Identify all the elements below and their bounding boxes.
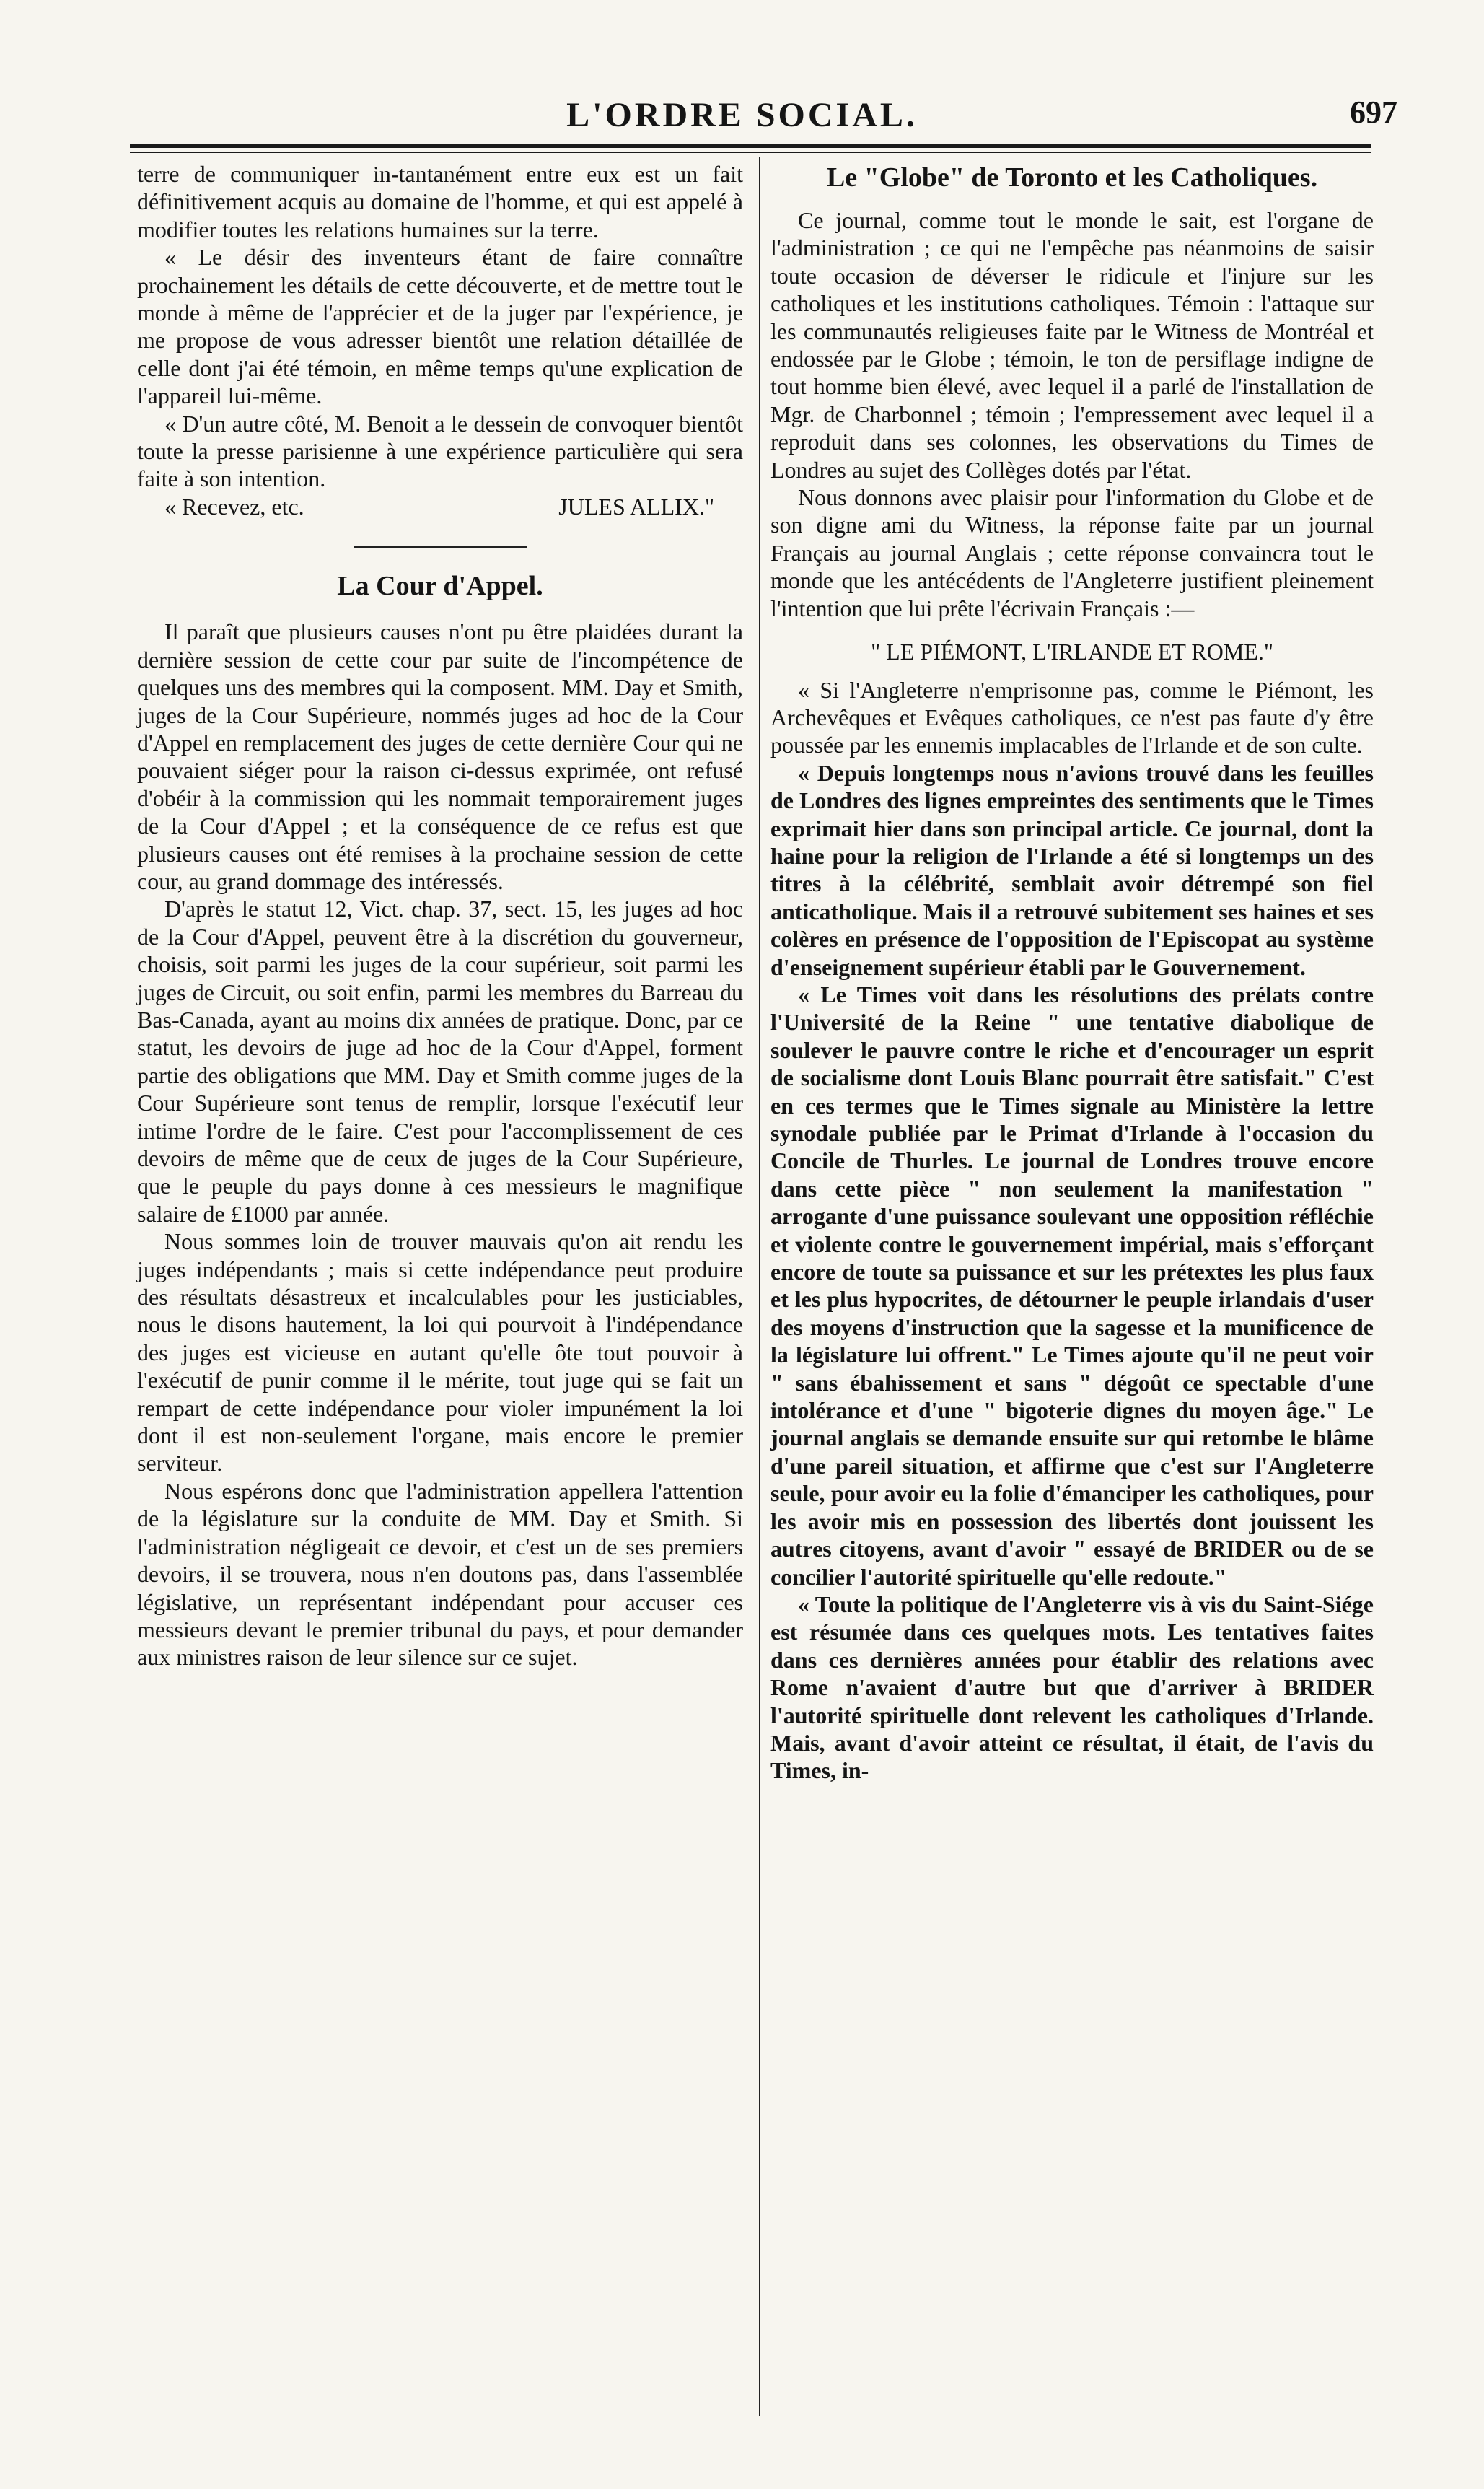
paragraph: « Le désir des inventeurs étant de faire connaître prochainement les détails de cette découverte, et de mettre tout le monde à même de l'apprécier et de la juger par l'expérience, je me propose de vous adresser bientôt une relation détaillée de celle dont j'ai été témoin, en même temps qu'une explication de l'appareil lui-même. [137,244,743,409]
signature-line [137,493,743,520]
paragraph: « Le Times voit dans les résolutions des prélats contre l'Université de la Reine " une tentative diabolique de soulever le pauvre contre le riche et d'encourager un esprit de socialisme dont Louis Blanc pourrait être satisfait." C'est en ces termes que le Times signale au Ministère la lettre synodale publiée par le Primat d'Irlande à l'occasion du Concile de Thurles. Le journal de Londres trouve encore dans cette pièce " non seulement la manifestation " arrogante d'une puissance soulevant une opposition réfléchie et violente contre le gouvernement impérial, mais s'efforçant encore de toute sa puissance et sur les prétextes les plus faux et les plus hypocrites, de détourner le peuple irlandais d'user des moyens d'instruction que la sagesse et la munificence de la législature lui offrent." Le Times ajoute qu'il ne peut voir " sans ébahissement et sans " dégoût ce spectable d'une intolérance et d'une " bigoterie dignes du moyen âge." Le journal anglais se demande ensuite sur qui retombe le blâme d'une pareil situation, et affirme que c'est sur l'Angleterre seule, pour avoir eu la folie d'émanciper les catholiques, pour les avoir mis en possession des libertés dont jouissent les autres citoyens, avant d'avoir " essayé de BRIDER ou de se concilier l'autorité spirituelle qu'elle redoute." [770,981,1374,1590]
section-heading: Le "Globe" de Toronto et les Catholiques. [826,162,1318,193]
paragraph: Nous donnons avec plaisir pour l'information du Globe et de son digne ami du Witness, la réponse faite par un journal Français au journal Anglais ; cette réponse convaincra tout le monde que les antécédents de l'Angleterre justifient pleinement l'intention que lui prête l'écrivain Français :— [770,484,1374,621]
paragraph: « Toute la politique de l'Angleterre vis à vis du Saint-Siége est résumée dans ces quelques mots. Les tentatives faites dans ces dernières années pour établir des relations avec Rome n'avaient d'autre but que d'arriver à BRIDER l'autorité spirituelle dont relevent les catholiques d'Irlande. Mais, avant d'avoir atteint ce résultat, il était, de l'avis du Times, in- [770,1591,1374,1784]
paragraph: Nous sommes loin de trouver mauvais qu'on ait rendu les juges indépendants ; mais si cette indépendance peut produire des résultats désastreux et incalculables pour les justiciables, nous le disons hautement, la loi qui pourvoit à l'indépendance des juges est vicieuse en autant qu'elle ôte tout pouvoir à l'exécutif de punir comme il le mérite, tout juge qui se fait un rempart de cette indépendance pour violer impunément la loi dont il est non-seulement l'organe, mais encore le premier serviteur. [137,1228,743,1477]
section-heading: La Cour d'Appel. [337,571,543,602]
closing-text: « Recevez, etc. [164,493,304,520]
left-column [137,160,743,1671]
right-column [770,160,1374,1785]
paragraph: terre de communiquer in-tantanément entre eux est un fait définitivement acquis au domaine de l'homme, et qui est appelé à modifier toutes les relations humaines sur la terre. [137,161,743,242]
header-rule [130,144,1371,148]
column-divider [759,157,760,2416]
page-title: L'ORDRE SOCIAL. [566,96,918,134]
paragraph: Nous espérons donc que l'administration appellera l'attention de la législature sur la conduite de MM. Day et Smith. Si l'administration négligeait ce devoir, et c'est un de ses premiers devoirs, il se trouvera, nous n'en doutons pas, dans l'assemblée législative, un représentant indépendant pour accuser ces messieurs devant le premier tribunal du pays, et pour demander aux ministres raison de leur silence sur ce sujet. [137,1477,743,1671]
author-name: JULES ALLIX." [558,493,714,520]
quote-title: " LE PIÉMONT, L'IRLANDE ET ROME." [871,639,1273,665]
paragraph: « D'un autre côté, M. Benoit a le dessein de convoquer bientôt toute la presse parisienne à une expérience particulière qui sera faite à son intention. [137,410,743,492]
page-number: 697 [1350,95,1397,130]
paragraph: Ce journal, comme tout le monde le sait, est l'organe de l'administration ; ce qui ne l'empêche pas néanmoins de saisir toute occasion de déverser le ridicule et l'injure sur les catholiques et les institutions catholiques. Témoin : l'attaque sur les communautés religieuses faite par le Witness de Montréal et endossée par le Globe ; témoin, le ton de persiflage indigne de tout homme bien élevé, avec lequel il a parlé de l'installation de Mgr. de Charbonnel ; témoin ; l'empressement avec lequel il a reproduit dans ses colonnes, les observations du Times de Londres au sujet des Collèges dotés par l'état. [770,207,1374,483]
paragraph: D'après le statut 12, Vict. chap. 37, sect. 15, les juges ad hoc de la Cour d'Appel, peuvent être à la discrétion du gouverneur, choisis, soit parmi les juges de la cour supérieur, soit parmi les juges de Circuit, ou soit enfin, parmi les membres du Barreau du Bas-Canada, ayant au moins dix années de pratique. Donc, par ce statut, les devoirs de juge ad hoc de la Cour d'Appel, forment partie des obligations que MM. Day et Smith comme juges de la Cour Supérieure sont tenus de remplir, lorsque l'exécutif leur intime l'ordre de le faire. C'est pour l'accomplissement de ces devoirs de même que de ceux de juges de la Cour Supérieure, que le peuple du pays donne à ces messieurs le magnifique salaire de £1000 par année. [137,896,743,1227]
section-divider [354,546,527,548]
paragraph: « Depuis longtemps nous n'avions trouvé dans les feuilles de Londres des lignes empreintes des sentiments que le Times exprimait hier dans son principal article. Ce journal, dont la haine pour la religion de l'Irlande a été si longtemps un des titres à la célébrité, semblait avoir détrempé son fiel anticatholique. Mais il a retrouvé subitement ses haines et ses colères en présence de l'opposition de l'Episcopat au système d'enseignement supérieur établi par le Gouvernement. [770,759,1374,980]
paragraph: « Si l'Angleterre n'emprisonne pas, comme le Piémont, les Archevêques et Evêques catholiques, ce n'est pas faute d'y être poussée par les ennemis implacables de l'Irlande et de son culte. [770,676,1374,758]
paragraph: Il paraît que plusieurs causes n'ont pu être plaidées durant la dernière session de cette cour par suite de l'incompétence de quelques uns des membres qui la composent. MM. Day et Smith, juges de la Cour Supérieure, nommés juges ad hoc de la Cour d'Appel en remplacement des juges de cette dernière Cour qui ne pouvaient siéger pour la raison ci-dessus exprimée, ont refusé d'obéir à la commission qui les nommait temporairement juges de la Cour d'Appel ; et la conséquence de ce refus est que plusieurs causes ont été remises à la prochaine session de cette cour, au grand dommage des intéressés. [137,618,743,894]
header-rule-thin [130,152,1371,153]
